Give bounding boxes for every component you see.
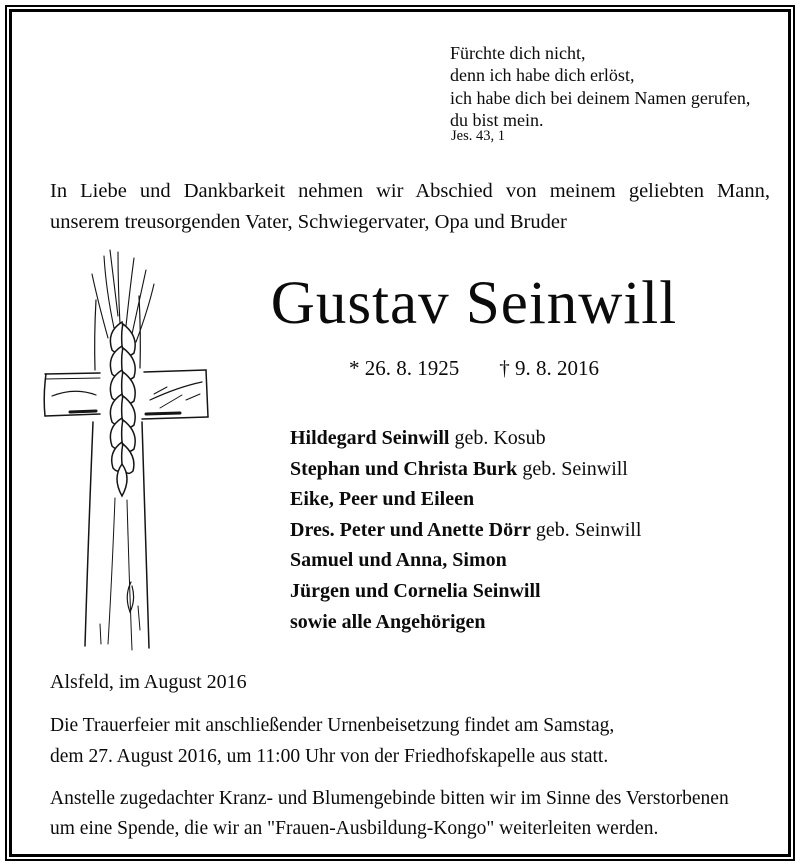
mourners-list bbox=[290, 423, 641, 637]
mourner-names: Samuel und Anna, Simon bbox=[290, 549, 507, 572]
mourner-names: Dres. Peter und Anette Dörr bbox=[290, 518, 531, 541]
life-dates bbox=[228, 356, 720, 381]
funeral-info-paragraph bbox=[50, 711, 614, 772]
mourner-row bbox=[290, 454, 641, 485]
text-line: In Liebe und Dankbarkeit nehmen wir Abschied von meinem geliebten Mann, bbox=[50, 180, 770, 202]
mourner-row bbox=[290, 515, 641, 546]
mourner-birthname: geb. Kosub bbox=[449, 427, 546, 449]
scripture-quote bbox=[450, 42, 750, 132]
intro-paragraph bbox=[50, 176, 770, 237]
mourner-birthname: geb. Seinwill bbox=[530, 518, 642, 541]
text-line: um eine Spende, die wir an "Frauen-Ausbildung-Kongo" weiterleiten werden. bbox=[50, 818, 659, 839]
mourner-birthname: geb. Seinwill bbox=[517, 457, 628, 480]
text-line: Anstelle zugedachter Kranz- und Blumengebinde bitten wir im Sinne des Verstorbenen bbox=[50, 788, 729, 809]
cross-wheat-icon bbox=[30, 246, 220, 661]
mourner-row bbox=[290, 607, 641, 638]
mourner-row bbox=[290, 423, 641, 454]
mourner-names: Jürgen und Cornelia Seinwill bbox=[290, 579, 541, 602]
scripture-reference: Jes. 43, 1 bbox=[451, 128, 505, 144]
text-line: ich habe dich bei deinem Namen gerufen, bbox=[450, 87, 751, 108]
text-line: denn ich habe dich erlöst, bbox=[450, 65, 635, 86]
cross-wheat-illustration bbox=[30, 246, 220, 661]
place-and-date: Alsfeld, im August 2016 bbox=[50, 671, 247, 693]
text-line: du bist mein. bbox=[450, 110, 544, 131]
mourner-names: Stephan und Christa Burk bbox=[290, 457, 518, 480]
text-line: Die Trauerfeier mit anschließender Urnenbeisetzung findet am Samstag, bbox=[50, 715, 615, 736]
mourner-names: Eike, Peer und Eileen bbox=[290, 488, 475, 511]
text-line: Fürchte dich nicht, bbox=[450, 43, 586, 63]
mourner-names: Hildegard Seinwill bbox=[290, 427, 450, 449]
text-line: dem 27. August 2016, um 11:00 Uhr von der Friedhofskapelle aus statt. bbox=[50, 745, 609, 767]
donation-info-paragraph bbox=[50, 784, 729, 844]
text-line: unserem treusorgenden Vater, Schwiegervater, Opa und Bruder bbox=[50, 210, 567, 233]
mourner-row bbox=[290, 545, 641, 576]
mourner-row bbox=[290, 484, 641, 515]
birth-date: * 26. 8. 1925 bbox=[349, 356, 460, 380]
death-date: † 9. 8. 2016 bbox=[499, 356, 599, 380]
mourner-names: sowie alle Angehörigen bbox=[290, 610, 486, 633]
deceased-name: Gustav Seinwill bbox=[270, 270, 678, 337]
mourner-row bbox=[290, 576, 641, 607]
